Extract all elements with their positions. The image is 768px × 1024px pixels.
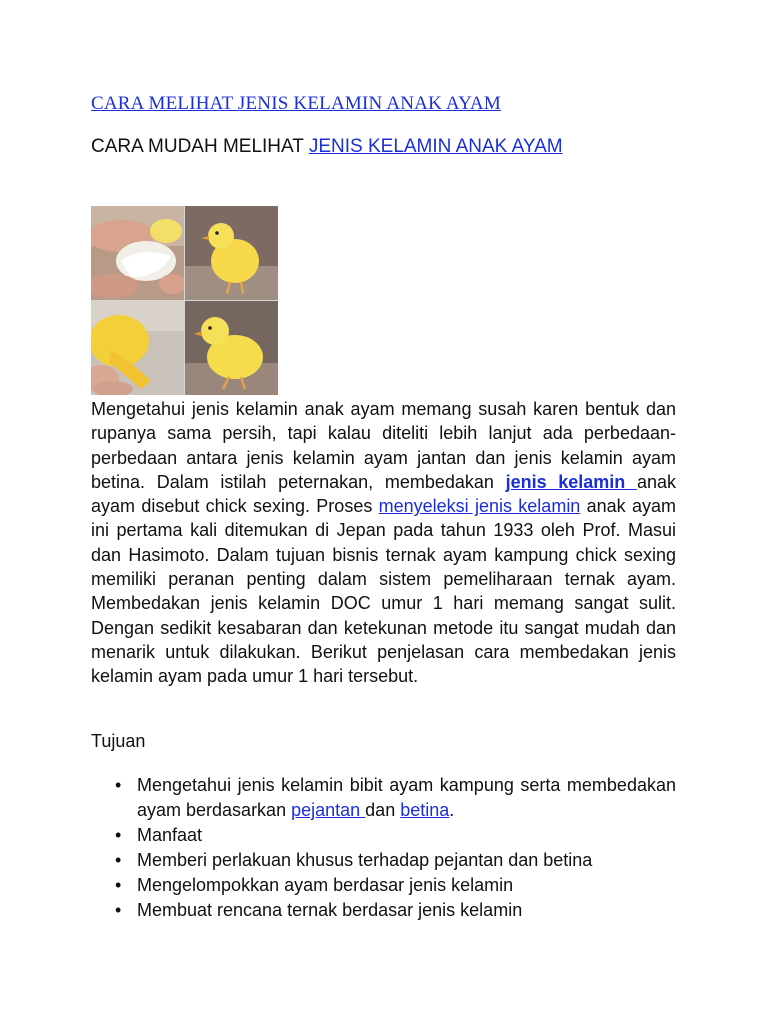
betina-link[interactable]: betina [400, 800, 450, 820]
intro-text-3: anak ayam ini pertama kali ditemukan di Jepan pada tahun 1933 oleh Prof. Masui dan Hasimoto. Dalam tujuan bisnis ternak ayam kampung chick sexing memiliki peranan penting dalam sistem pemeliharaan ternak ayam. Membedakan jenis kelamin DOC umur 1 hari memang sangat sulit. Dengan sedikit kesabaran dan ketekunan metode itu sangat mudah dan menarik untuk dilakukan. Berikut penjelasan cara membedakan jenis kelamin ayam pada umur 1 hari tersebut. [91, 496, 676, 687]
list-item [91, 898, 676, 923]
intro-paragraph [91, 397, 676, 689]
menyeleksi-jenis-kelamin-link[interactable]: menyeleksi jenis kelamin [378, 496, 581, 517]
bullet-icon: • [115, 875, 122, 895]
bullet-icon: • [115, 850, 122, 870]
list-item [91, 773, 676, 823]
subtitle-heading [91, 136, 563, 158]
list-item [91, 848, 676, 873]
list-item [91, 873, 676, 898]
title-link[interactable]: CARA MELIHAT JENIS KELAMIN ANAK AYAM [91, 93, 501, 114]
pejantan-link[interactable]: pejantan [291, 800, 366, 820]
chick-photo-collage [91, 206, 278, 395]
hand-holding-chick-wing-photo [91, 206, 184, 300]
bullet-icon: • [115, 825, 122, 845]
list-item-text: Mengetahui jenis kelamin bibit ayam kampung serta membedakan ayam berdasarkan [137, 775, 676, 820]
list-item-text: Membuat rencana ternak berdasar jenis kelamin [137, 900, 523, 920]
bullet-icon: • [115, 900, 122, 920]
bullet-icon: • [115, 775, 122, 795]
subtitle-text: CARA MUDAH MELIHAT [91, 136, 309, 157]
list-item-text: Manfaat [137, 825, 203, 845]
chick-wing-feathers-photo [91, 301, 184, 395]
intro-text-1: Mengetahui jenis kelamin anak ayam memang susah karen bentuk dan rupanya sama persih, tapi kalau diteliti lebih lanjut ada perbedaan-perbedaan antara jenis kelamin ayam jantan dan jenis kelamin ayam betina. Dalam istilah peternakan, membedakan [91, 399, 676, 492]
tujuan-list [91, 773, 676, 923]
jenis-kelamin-link[interactable]: jenis kelamin [505, 471, 637, 492]
tujuan-heading: Tujuan [91, 731, 146, 751]
yellow-chick-side-photo [185, 301, 278, 395]
list-item [91, 823, 676, 848]
subtitle-link[interactable]: JENIS KELAMIN ANAK AYAM [308, 136, 563, 157]
list-item-text: Mengelompokkan ayam berdasar jenis kelamin [137, 875, 514, 895]
intro-text-2: anak ayam disebut chick sexing. Proses [91, 471, 676, 517]
list-item-text: . [449, 800, 455, 820]
list-item-text: dan [365, 800, 401, 820]
list-item-text: Memberi perlakuan khusus terhadap pejantan dan betina [137, 850, 593, 870]
yellow-chick-standing-photo [185, 206, 278, 300]
